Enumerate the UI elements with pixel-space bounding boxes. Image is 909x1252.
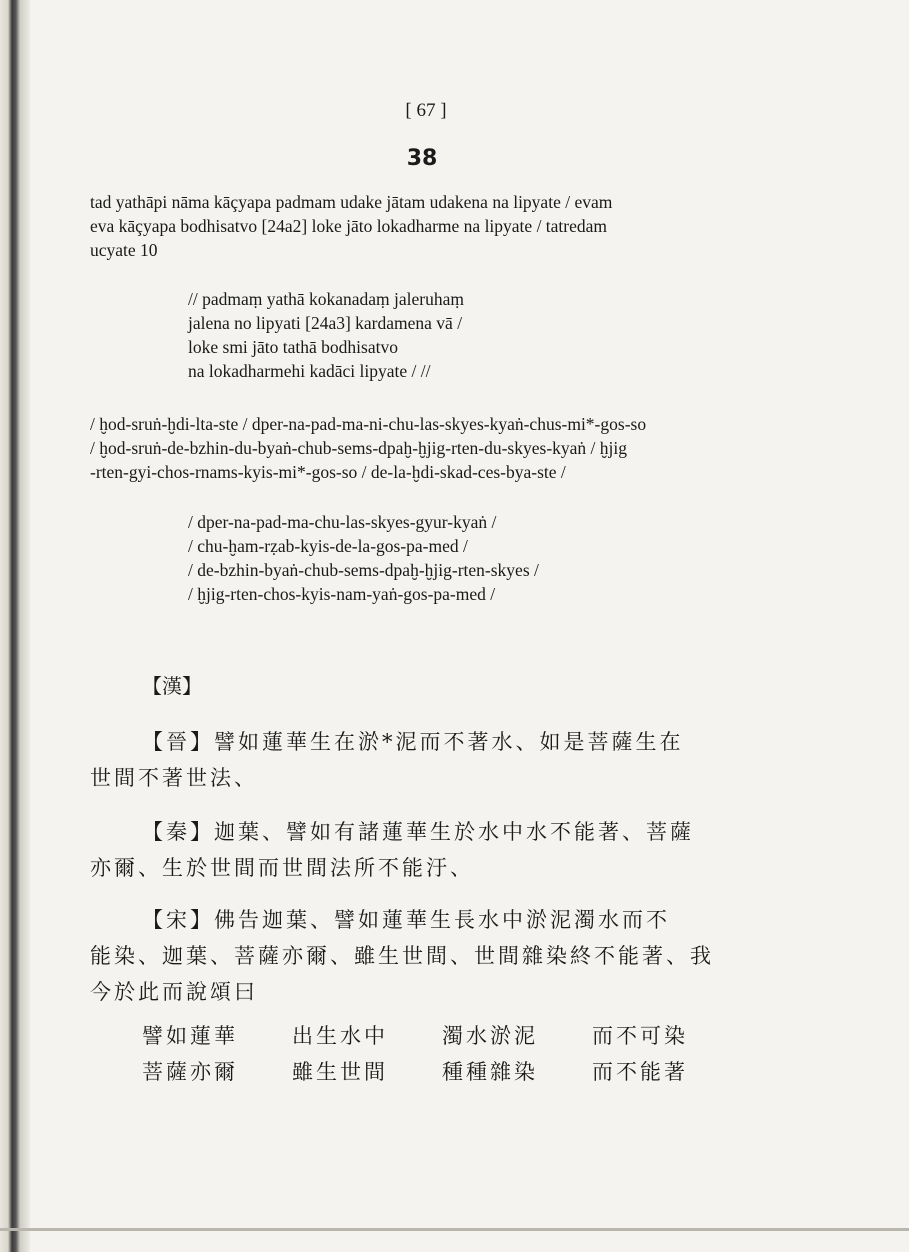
tibetan-prose (90, 412, 770, 484)
chinese-jin-line: 【晉】譬如蓮華生在淤*泥而不著水、如是菩薩生在 (142, 730, 684, 754)
sanskrit-verse-line: jalena no lipyati [24a3] kardamena vā / (188, 313, 463, 333)
sanskrit-verse-line: na lokadharmehi kadāci lipyate / // (188, 361, 431, 381)
book-spine-shadow (0, 0, 30, 1252)
page-number: [ 67 ] (405, 100, 447, 121)
tibetan-verse-line: / chu-ḫam-rẓab-kyis-de-la-gos-pa-med / (188, 536, 468, 556)
chinese-verse-row (142, 1054, 742, 1090)
section-number: 38 (406, 146, 438, 171)
chinese-verse-phrase: 譬如蓮華 (142, 1024, 238, 1048)
chinese-song-line: 今於此而說頌曰 (90, 980, 258, 1004)
chinese-verse (142, 1018, 742, 1090)
sanskrit-prose-line: eva kāçyapa bodhisatvo [24a2] loke jāto lokadharme na lipyate / tatredam (90, 216, 608, 236)
sanskrit-verse (188, 287, 748, 383)
chinese-jin-translation (90, 724, 822, 796)
tibetan-verse-line: / dper-na-pad-ma-chu-las-skyes-gyur-kyaṅ / (188, 512, 497, 532)
tibetan-prose-line: / ḫod-sruṅ-ḫdi-lta-ste / dper-na-pad-ma-ni-chu-las-skyes-kyaṅ-chus-mi*-gos-so (90, 414, 647, 434)
chinese-verse-phrase: 菩薩亦爾 (142, 1060, 238, 1084)
tibetan-prose-line: / ḫod-sruṅ-de-bzhin-du-byaṅ-chub-sems-dpaḫ-ḫjig-rten-du-skyes-kyaṅ / ḫjig (90, 438, 628, 458)
chinese-verse-phrase: 濁水淤泥 (442, 1024, 538, 1048)
chinese-verse-phrase: 而不能著 (592, 1060, 688, 1084)
page-bottom-edge (0, 1228, 909, 1231)
chinese-verse-row (142, 1018, 742, 1054)
chinese-verse-phrase: 出生水中 (292, 1024, 388, 1048)
chinese-qin-translation (90, 814, 822, 886)
chinese-verse-phrase: 而不可染 (592, 1024, 688, 1048)
chinese-verse-phrase: 雖生世間 (292, 1060, 388, 1084)
sanskrit-verse-line: loke smi jāto tathā bodhisatvo (188, 337, 398, 357)
sanskrit-verse-line: // padmaṃ yathā kokanadaṃ jaleruhaṃ (188, 289, 465, 309)
tibetan-verse (188, 510, 748, 606)
chinese-section-heading: 【漢】 (142, 674, 202, 698)
chinese-song-line: 【宋】佛告迦葉、譬如蓮華生長水中淤泥濁水而不 (142, 908, 670, 932)
chinese-song-translation (90, 902, 822, 1010)
chinese-qin-line: 【秦】迦葉、譬如有諸蓮華生於水中水不能著、菩薩 (142, 820, 694, 844)
chinese-jin-line: 世間不著世法、 (90, 766, 258, 790)
chinese-song-line: 能染、迦葉、菩薩亦爾、雖生世間、世間雜染終不能著、我 (90, 944, 714, 968)
sanskrit-prose (90, 190, 770, 262)
tibetan-verse-line: / de-bzhin-byaṅ-chub-sems-dpaḫ-ḫjig-rten-skyes / (188, 560, 539, 580)
tibetan-prose-line: -rten-gyi-chos-rnams-kyis-mi*-gos-so / de-la-ḫdi-skad-ces-bya-ste / (90, 462, 566, 482)
chinese-verse-phrase: 種種雜染 (442, 1060, 538, 1084)
chinese-qin-line: 亦爾、生於世間而世間法所不能汙、 (90, 856, 474, 880)
tibetan-verse-line: / ḫjig-rten-chos-kyis-nam-yaṅ-gos-pa-med / (188, 584, 496, 604)
sanskrit-prose-line: tad yathāpi nāma kāçyapa padmam udake jātam udakena na lipyate / evam (90, 192, 613, 212)
sanskrit-prose-line: ucyate 10 (90, 240, 158, 260)
